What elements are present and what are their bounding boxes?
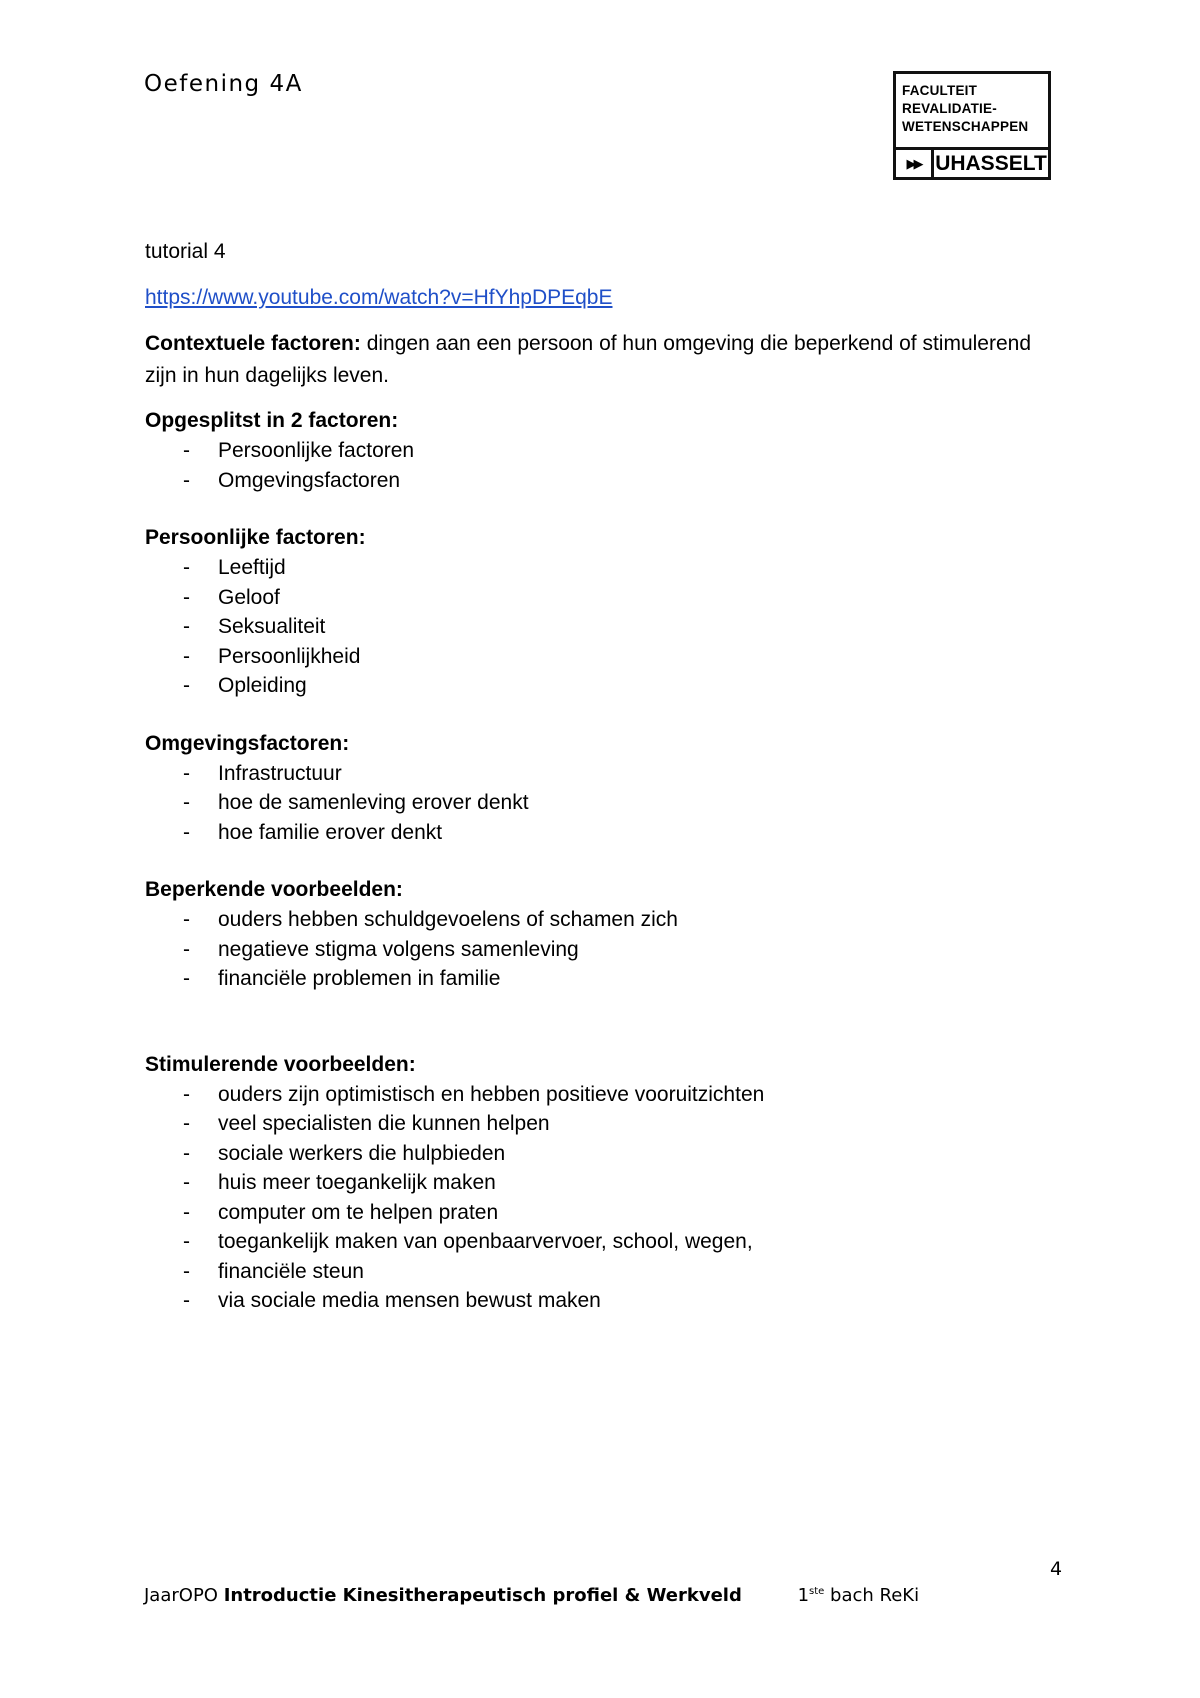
section-environmental-factors	[145, 729, 1045, 848]
document-body	[145, 236, 1045, 1316]
logo-bar	[896, 147, 1048, 177]
list-item: - negatieve stigma volgens samenleving	[145, 935, 1045, 965]
list-item: - Leeftijd	[145, 553, 1045, 583]
list-item: - Geloof	[145, 583, 1045, 613]
footer-course-prefix: JaarOPO	[144, 1585, 224, 1606]
definition-text: dingen aan een persoon of hun omgeving die beperkend of stimulerend zijn in hun dagelijks leven.	[145, 332, 1032, 387]
list-item: - Persoonlijkheid	[145, 642, 1045, 672]
document-header-title: Oefening 4A	[144, 71, 303, 97]
page-number: 4	[1050, 1558, 1063, 1580]
footer-course-name: Introductie Kinesitherapeutisch profiel & Werkveld	[223, 1585, 742, 1606]
list-item: - huis meer toegankelijk maken	[145, 1168, 1045, 1198]
list-item: - via sociale media mensen bewust maken	[145, 1286, 1045, 1316]
list-item: - Persoonlijke factoren	[145, 436, 1045, 466]
faculty-logo	[893, 71, 1051, 180]
section-stimulating-examples	[145, 1050, 1045, 1316]
youtube-link[interactable]: https://www.youtube.com/watch?v=HfYhpDPEqbE	[145, 286, 613, 309]
logo-university: UHASSELT	[935, 151, 1047, 175]
footer-year: 1ste bach ReKi	[797, 1585, 920, 1606]
definition-term: Contextuele factoren:	[145, 332, 361, 355]
list-item: - financiële problemen in familie	[145, 964, 1045, 994]
page-footer	[144, 1585, 919, 1606]
section-heading: Omgevingsfactoren:	[145, 731, 350, 755]
section-personal-factors	[145, 523, 1045, 701]
list-item: - hoe familie erover denkt	[145, 818, 1045, 848]
list-item: - ouders zijn optimistisch en hebben positieve vooruitzichten	[145, 1080, 1045, 1110]
logo-line-2: REVALIDATIE-	[902, 101, 997, 116]
section-heading: Beperkende voorbeelden:	[145, 878, 403, 901]
list-item: - financiële steun	[145, 1257, 1045, 1287]
list-item: - toegankelijk maken van openbaarvervoer, school, wegen,	[145, 1227, 1045, 1257]
section-heading: Persoonlijke factoren:	[145, 526, 366, 549]
tutorial-label: tutorial 4	[145, 240, 226, 263]
list-item: - hoe de samenleving erover denkt	[145, 788, 1045, 818]
list-item: - sociale werkers die hulpbieden	[145, 1139, 1045, 1169]
section-heading: Stimulerende voorbeelden:	[145, 1052, 416, 1076]
section-limiting-examples	[145, 875, 1045, 994]
section-split-factors	[145, 406, 1045, 495]
definition-paragraph	[145, 328, 1045, 392]
section-heading: Opgesplitst in 2 factoren:	[145, 409, 399, 432]
list-item: - Seksualiteit	[145, 612, 1045, 642]
list-item: - Infrastructuur	[145, 759, 1045, 789]
list-item: - Omgevingsfactoren	[145, 466, 1045, 496]
fast-forward-icon: ▶▶	[896, 150, 934, 177]
logo-text	[902, 82, 1028, 136]
logo-line-1: FACULTEIT	[902, 83, 978, 98]
list-item: - ouders hebben schuldgevoelens of schamen zich	[145, 905, 1045, 935]
logo-line-3: WETENSCHAPPEN	[902, 119, 1029, 134]
list-item: - Opleiding	[145, 671, 1045, 701]
list-item: - veel specialisten die kunnen helpen	[145, 1109, 1045, 1139]
list-item: - computer om te helpen praten	[145, 1198, 1045, 1228]
